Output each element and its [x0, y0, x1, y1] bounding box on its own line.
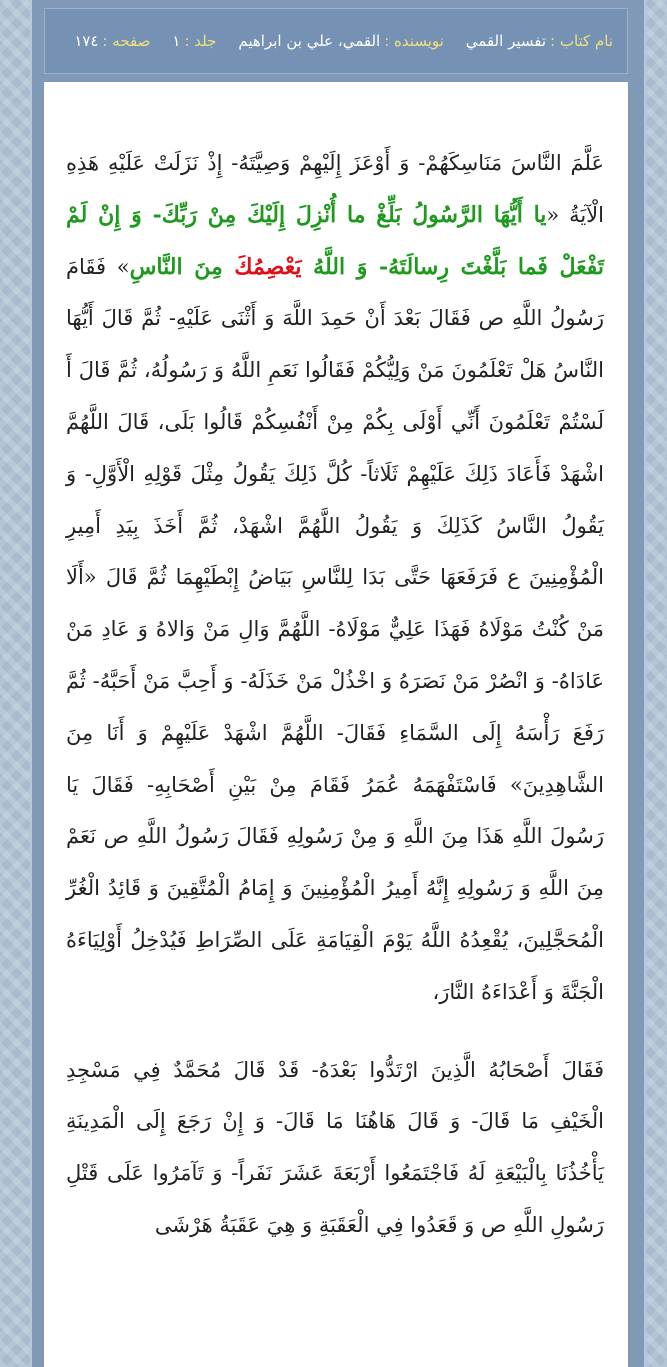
page-value: ١٧٤	[74, 32, 99, 50]
paragraph	[66, 138, 604, 1019]
verse-text: مِنَ النَّاسِ	[129, 253, 223, 280]
text-run: عَلَّمَ النَّاسَ مَنَاسِكَهُمْ- وَ أَوْعَزَ إِلَيْهِمْ وَصِيَّتَهُ- إِذْ نَزَلَتْ عَلَيْهِ هَذِهِ الْآيَةُ «	[66, 151, 604, 227]
author-label: نويسنده :	[384, 32, 444, 50]
paragraph	[66, 1045, 604, 1252]
page-label: صفحه :	[102, 32, 151, 50]
book-name-value: تفسير القمي	[465, 32, 547, 50]
quran-verse	[66, 202, 604, 280]
text-run: » فَقَامَ رَسُولُ اللَّهِ ص فَقَالَ بَعْدَ أَنْ حَمِدَ اللَّهَ وَ أَثْنَى عَلَيْهِ- ثُمَّ قَالَ أَيُّهَا النَّاسُ هَلْ تَعْلَمُونَ مَنْ وَلِيُّكُمْ فَقَالُوا نَعَمِ اللَّهُ وَ رَسُولُهُ، ثُمَّ قَالَ أَ لَسْتُمْ تَعْلَمُونَ أَنِّي أَوْلَى بِكُمْ مِنْ أَنْفُسِكُمْ قَالُوا بَلَى، قَالَ اللَّهُمَّ اشْهَدْ فَأَعَادَ ذَلِكَ عَلَيْهِمْ ثَلَاثاً- كُلَّ ذَلِكَ يَقُولُ مِثْلَ قَوْلِهِ الْأَوَّلِ- وَ يَقُولُ النَّاسُ كَذَلِكَ وَ يَقُولُ اللَّهُمَّ اشْهَدْ، ثُمَّ أَخَذَ بِيَدِ أَمِيرِ الْمُؤْمِنِينَ ع فَرَفَعَهَا حَتَّى بَدَا لِلنَّاسِ بَيَاضُ إِبْطَيْهِمَا ثُمَّ قَالَ «أَلَا مَنْ كُنْتُ مَوْلَاهُ فَهَذَا عَلِيٌّ مَوْلَاهُ- اللَّهُمَّ وَالِ مَنْ وَالاهُ وَ عَادِ مَنْ عَادَاهُ- وَ انْصُرْ مَنْ نَصَرَهُ وَ اخْذُلْ مَنْ خَذَلَهُ- وَ أَحِبَّ مَنْ أَحَبَّهُ- ثُمَّ رَفَعَ رَأْسَهُ إِلَى السَّمَاءِ فَقَالَ- اللَّهُمَّ اشْهَدْ عَلَيْهِمْ وَ أَنَا مِنَ الشَّاهِدِينَ» فَاسْتَفْهَمَهُ عُمَرُ فَقَامَ مِنْ بَيْنِ أَصْحَابِهِ- فَقَالَ يَا رَسُولَ اللَّهِ هَذَا مِنَ اللَّهِ وَ مِنْ رَسُولِهِ فَقَالَ رَسُولُ اللَّهِ ص نَعَمْ مِنَ اللَّهِ وَ رَسُولِهِ إِنَّهُ أَمِيرُ الْمُؤْمِنِينَ وَ إِمَامُ الْمُتَّقِينَ وَ قَائِدُ الْغُرِّ الْمُحَجَّلِينَ، يُقْعِدُهُ اللَّهُ يَوْمَ الْقِيَامَةِ عَلَى الصِّرَاطِ فَيُدْخِلُ أَوْلِيَاءَهُ الْجَنَّةَ وَ أَعْدَاءَهُ النَّارَ،	[66, 254, 604, 1004]
volume-value: ١	[172, 32, 181, 50]
page-body[interactable]	[44, 82, 628, 1367]
book-info-bar	[44, 8, 628, 74]
author-value: القمي، علي بن ابراهيم	[238, 32, 381, 50]
book-name-label: نام كتاب :	[550, 32, 613, 50]
text-content	[44, 82, 628, 1252]
volume-label: جلد :	[184, 32, 217, 50]
reader-frame	[30, 0, 646, 1367]
verse-text: يا أَيُّهَا الرَّسُولُ بَلِّغْ ما أُنْزِلَ إِلَيْكَ مِنْ رَبِّكَ- وَ إِنْ لَمْ تَفْعَلْ فَما بَلَّغْتَ رِسالَتَهُ- وَ اللَّهُ	[66, 201, 604, 280]
verse-highlight: يَعْصِمُكَ	[234, 253, 302, 280]
text-run: فَقَالَ أَصْحَابُهُ الَّذِينَ ارْتَدُّوا بَعْدَهُ- قَدْ قَالَ مُحَمَّدٌ فِي مَسْجِدِ الْخَيْفِ مَا قَالَ- وَ قَالَ هَاهُنَا مَا قَالَ- وَ إِنْ رَجَعَ إِلَى الْمَدِينَةِ يَأْخُذُنَا بِالْبَيْعَةِ لَهُ فَاجْتَمَعُوا أَرْبَعَةَ عَشَرَ نَفَراً- وَ تَآمَرُوا عَلَى قَتْلِ رَسُولِ اللَّهِ ص وَ قَعَدُوا فِي الْعَقَبَةِ وَ هِيَ عَقَبَةُ هَرْشَى	[66, 1057, 604, 1237]
